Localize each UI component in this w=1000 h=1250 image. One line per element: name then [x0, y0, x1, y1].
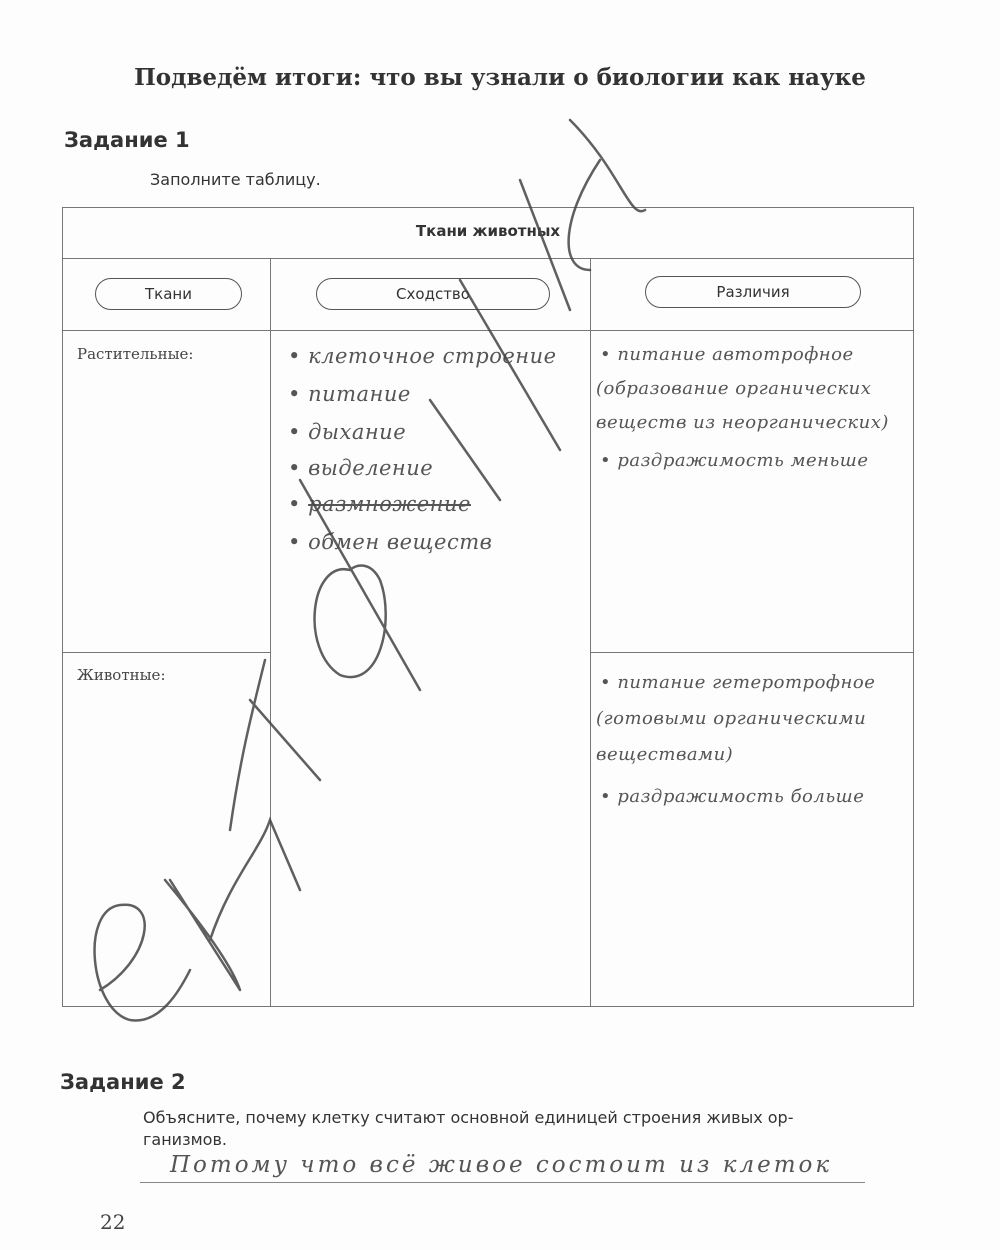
task1-heading: Задание 1: [64, 128, 190, 152]
similarity-item: • дыхание: [288, 420, 407, 444]
similarity-item: • обмен веществ: [288, 530, 493, 554]
task1-instruction: Заполните таблицу.: [150, 170, 321, 189]
plant-difference: веществ из неорганических): [596, 412, 889, 433]
animal-difference: (готовыми органическими: [596, 708, 867, 729]
animal-difference: веществами): [596, 744, 734, 765]
plant-difference: (образование органических: [596, 378, 872, 399]
row-label-animal: Животные:: [77, 666, 166, 684]
column-header-tissues: Ткани: [95, 278, 242, 310]
column-header-similarity: Сходство: [316, 278, 550, 310]
table-caption: Ткани животных: [415, 222, 561, 240]
similarity-item: • размножение: [288, 492, 471, 516]
task2-question-line2: ганизмов.: [143, 1130, 227, 1149]
task2-heading: Задание 2: [60, 1070, 186, 1094]
row-label-plant: Растительные:: [77, 345, 194, 363]
task2-question-line1: Объясните, почему клетку считают основной единицей строения живых ор-: [143, 1108, 794, 1127]
task2-answer: Потому что всё живое состоит из клеток: [170, 1152, 833, 1178]
animal-difference: • питание гетеротрофное: [600, 672, 876, 693]
similarity-item: • питание: [288, 382, 411, 406]
plant-difference: • питание автотрофное: [600, 344, 854, 365]
plant-difference: • раздражимость меньше: [600, 450, 869, 471]
page-title: Подведём итоги: что вы узнали о биологии как науке: [134, 64, 866, 91]
page-number: 22: [100, 1210, 126, 1234]
similarity-item: • выделение: [288, 456, 434, 480]
animal-difference: • раздражимость больше: [600, 786, 865, 807]
column-header-differences: Различия: [645, 276, 861, 308]
similarity-item: • клеточное строение: [288, 344, 557, 368]
